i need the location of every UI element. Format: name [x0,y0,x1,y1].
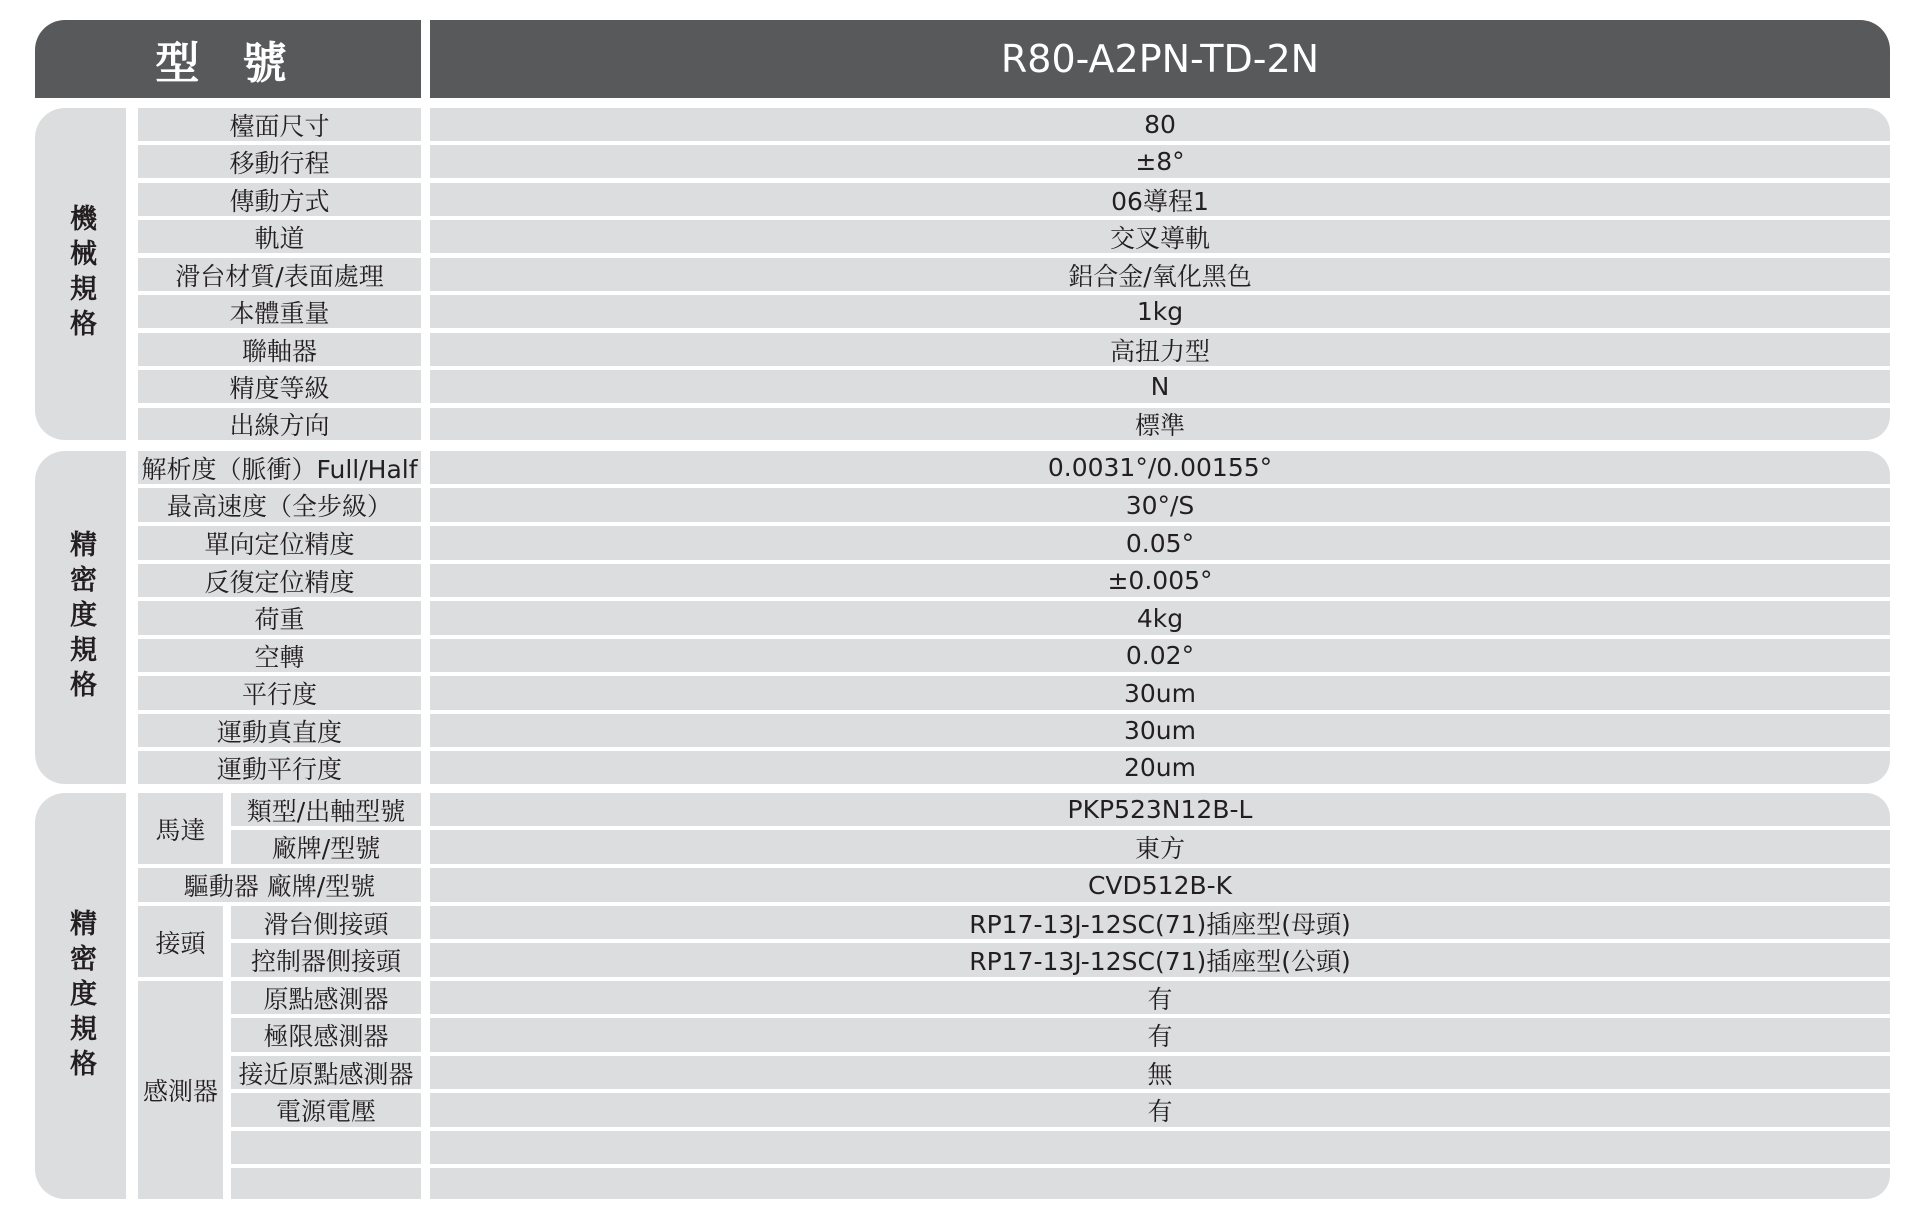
row-value: 無 [430,1056,1890,1089]
section-label: 機械規格 [65,204,96,344]
model-header-value-text: R80-A2PN-TD-2N [1000,37,1320,81]
row-value: 30um [430,714,1890,747]
row-label: 移動行程 [138,145,421,178]
row-label: 驅動器 廠牌/型號 [138,868,421,902]
row-value [430,1168,1890,1199]
group-label-connector: 接頭 [138,906,223,977]
row-label [231,1168,421,1199]
section-label: 精密度規格 [65,908,96,1084]
row-label: 類型/出軸型號 [231,793,421,826]
row-value: PKP523N12B-L [430,793,1890,826]
row-label: 本體重量 [138,295,421,328]
row-label: 滑台材質/表面處理 [138,258,421,291]
row-label: 解析度（脈衝）Full/Half [138,451,421,484]
row-value: 東方 [430,830,1890,864]
section-label: 精密度規格 [65,530,96,705]
row-value: RP17-13J-12SC(71)插座型(公頭) [430,943,1890,977]
row-label: 反復定位精度 [138,564,421,597]
row-value: 交叉導軌 [430,220,1890,253]
section-precision-spec [35,451,126,784]
row-label: 空轉 [138,639,421,672]
row-label: 出線方向 [138,408,421,440]
row-value: ±0.005° [430,564,1890,597]
row-label: 軌道 [138,220,421,253]
row-value: 4kg [430,601,1890,635]
row-value: 0.0031°/0.00155° [430,451,1890,484]
row-label: 接近原點感測器 [231,1056,421,1089]
model-header-label [35,20,421,98]
row-value: 有 [430,1093,1890,1127]
row-label: 聯軸器 [138,333,421,366]
row-label: 控制器側接頭 [231,943,421,977]
row-label: 單向定位精度 [138,526,421,560]
row-label: 荷重 [138,601,421,635]
section-precision-spec-2 [35,793,126,1199]
row-value [430,1131,1890,1164]
row-value: 有 [430,1018,1890,1052]
row-label: 電源電壓 [231,1093,421,1127]
row-value: N [430,370,1890,403]
group-label-sensor: 感測器 [138,981,223,1199]
row-value: 30°/S [430,488,1890,522]
row-label: 滑台側接頭 [231,906,421,939]
row-value: CVD512B-K [430,868,1890,902]
row-value: 0.02° [430,639,1890,672]
row-value: 30um [430,676,1890,710]
row-label: 原點感測器 [231,981,421,1014]
row-value: 標準 [430,408,1890,440]
row-label: 平行度 [138,676,421,710]
row-label: 傳動方式 [138,183,421,216]
row-value: 20um [430,751,1890,784]
section-mechanical-spec [35,108,126,440]
row-value: 0.05° [430,526,1890,560]
row-value: 80 [430,108,1890,141]
row-value: 06導程1 [430,183,1890,216]
row-label: 精度等級 [138,370,421,403]
group-label-motor: 馬達 [138,793,223,864]
row-value: 高扭力型 [430,333,1890,366]
row-label: 檯面尺寸 [138,108,421,141]
row-value: ±8° [430,145,1890,178]
row-value: 1kg [430,295,1890,328]
row-label: 運動真直度 [138,714,421,747]
row-value: RP17-13J-12SC(71)插座型(母頭) [430,906,1890,939]
row-value: 鋁合金/氧化黑色 [430,258,1890,291]
model-header-value [430,20,1890,98]
row-label: 運動平行度 [138,751,421,784]
row-value: 有 [430,981,1890,1014]
row-label [231,1131,421,1164]
model-header-label-text: 型 號 [155,38,301,89]
row-label: 廠牌/型號 [231,830,421,864]
row-label: 極限感測器 [231,1018,421,1052]
row-label: 最高速度（全步級） [138,488,421,522]
